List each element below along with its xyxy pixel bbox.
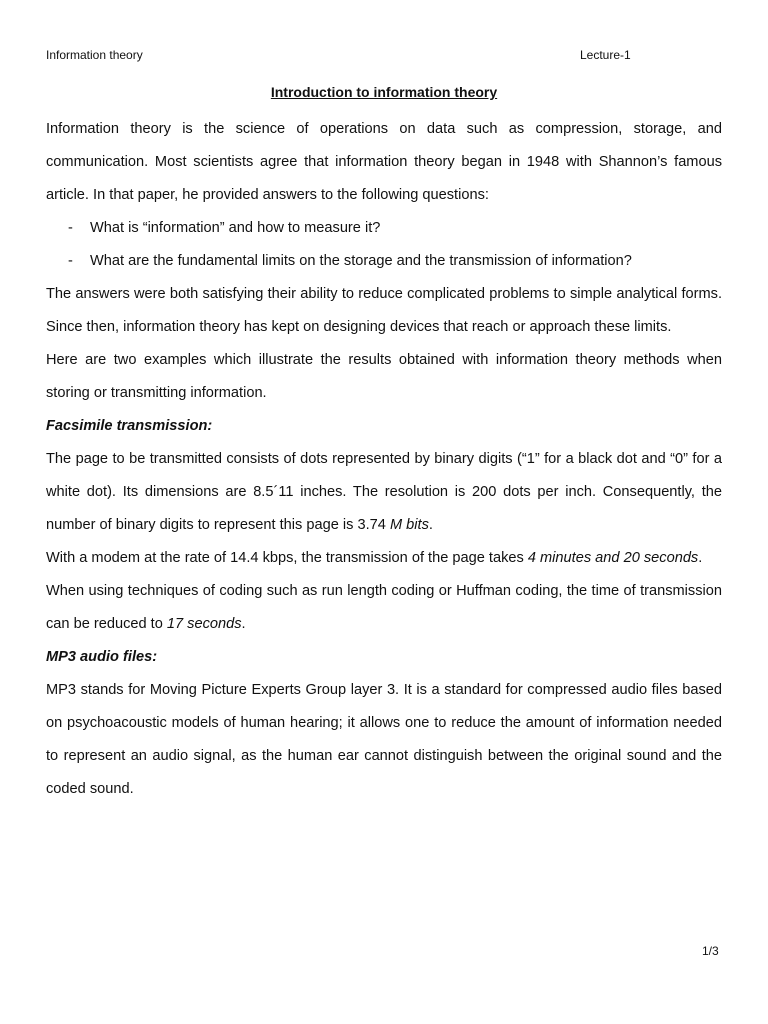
facsimile-text-1: The page to be transmitted consists of dots represented by binary digits (“1” for a black dot and “0” for a white dot). Its dimensions are 8.5´11 inches. The resolution is 200 dots per inch. Consequently, the number of binary digits to represent this page is 3.74 (46, 451, 722, 533)
facsimile-text-2: With a modem at the rate of 14.4 kbps, the transmission of the page takes (46, 550, 528, 566)
list-item (46, 245, 722, 278)
facsimile-emphasis-3: 17 seconds (166, 616, 242, 632)
bullet-dash: - (68, 253, 73, 269)
list-item-text: What is “information” and how to measure it? (90, 220, 381, 236)
examples-paragraph: Here are two examples which illustrate the results obtained with information theory methods when storing or transmitting information. (46, 352, 722, 401)
document-body (46, 113, 722, 806)
header-course-title: Information theory (46, 48, 143, 62)
facsimile-end-3: . (241, 616, 246, 632)
facsimile-paragraph-1 (46, 443, 722, 542)
page-number: 1/3 (702, 944, 719, 958)
facsimile-emphasis-1: M bits (389, 517, 429, 533)
page-title: Introduction to information theory (270, 84, 498, 100)
answers-paragraph: The answers were both satisfying their ability to reduce complicated problems to simple analytical forms. Since then, information theory has kept on designing devices that reach or approach these limits. (46, 286, 722, 335)
header-lecture-number: Lecture-1 (580, 48, 631, 62)
facsimile-end-2: . (698, 550, 703, 566)
facsimile-paragraph-2 (46, 542, 722, 575)
mp3-heading: MP3 audio files: (46, 649, 158, 665)
facsimile-paragraph-3 (46, 575, 722, 641)
bullet-dash: - (68, 220, 73, 236)
facsimile-emphasis-2: 4 minutes and 20 seconds (527, 550, 699, 566)
facsimile-text-3: When using techniques of coding such as run length coding or Huffman coding, the time of transmission can be reduced to (46, 583, 722, 632)
intro-paragraph: Information theory is the science of operations on data such as compression, storage, and communication. Most scientists agree that information theory began in 1948 with Shannon’s famous article. In that paper, he provided answers to the following questions: (46, 121, 722, 203)
mp3-paragraph: MP3 stands for Moving Picture Experts Group layer 3. It is a standard for compressed audio files based on psychoacoustic models of human hearing; it allows one to reduce the amount of information needed to represent an audio signal, as the human ear cannot distinguish between the original sound and the coded sound. (46, 682, 722, 797)
list-item (46, 212, 722, 245)
facsimile-end-1: . (428, 517, 433, 533)
list-item-text: What are the fundamental limits on the storage and the transmission of information? (90, 253, 632, 269)
facsimile-heading: Facsimile transmission: (46, 418, 213, 434)
